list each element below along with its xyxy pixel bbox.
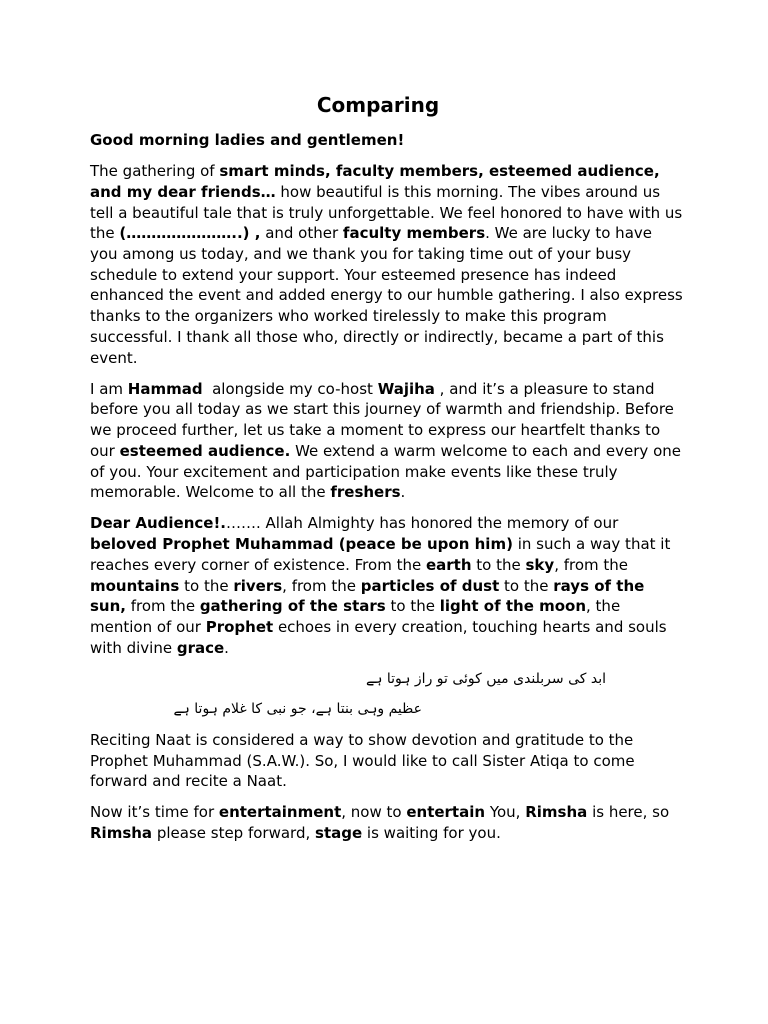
page-title: Comparing bbox=[316, 93, 440, 117]
urdu-verse-line-2: عظیم وہی بنتا ہے، جو نبی کا غلام ہوتا ہے bbox=[173, 701, 422, 718]
urdu-verse-line-1: ابد کی سربلندی میں کوئی تو راز ہوتا ہے bbox=[366, 670, 606, 687]
paragraph-hosts: I am Hammad alongside my co-host Wajiha , and it’s a pleasure to stand before you all today as we start this journey of warmth and friendship. Before we proceed further, let us take a moment to express our heartfelt thanks to our esteemed audience. We extend a warm welcome to each and every one of you. Your excitement and participation make events like these truly memorable. Welcome to all the freshers. bbox=[90, 379, 681, 502]
greeting-text: Good morning ladies and gentlemen! bbox=[90, 131, 405, 149]
paragraph-naat: Reciting Naat is considered a way to show devotion and gratitude to the Prophet Muhammad (S.A.W.). So, I would like to call Sister Atiqa to come forward and recite a Naat. bbox=[90, 730, 635, 791]
paragraph-entertainment: Now it’s time for entertainment, now to entertain You, Rimsha is here, so Rimsha please step forward, stage is waiting for you. bbox=[90, 803, 670, 843]
paragraph-welcome: The gathering of smart minds, faculty members, esteemed audience, and my dear friends… how beautiful is this morning. The vibes around us tell a beautiful tale that is truly unforgettable. We feel honored to have with us the (…………………..) , and other faculty members. We are lucky to have you among us today, and we thank you for taking time out of your busy schedule to extend your support. Your esteemed presence has indeed enhanced the event and added energy to our humble gathering. I also express thanks to the organizers who worked tirelessly to make this program successful. I thank all those who, directly or indirectly, became a part of this event. bbox=[90, 162, 683, 367]
paragraph-prophet: Dear Audience!.……. Allah Almighty has honored the memory of our beloved Prophet Muhammad (peace be upon him) in such a way that it reaches every corner of existence. From the earth to the sky, from the mountains to the rivers, from the particles of dust to the rays of the sun, from the gathering of the stars to the light of the moon, the mention of our Prophet echoes in every creation, touching hearts and souls with divine grace. bbox=[90, 514, 671, 657]
document-body bbox=[90, 130, 684, 854]
greeting bbox=[90, 130, 684, 151]
